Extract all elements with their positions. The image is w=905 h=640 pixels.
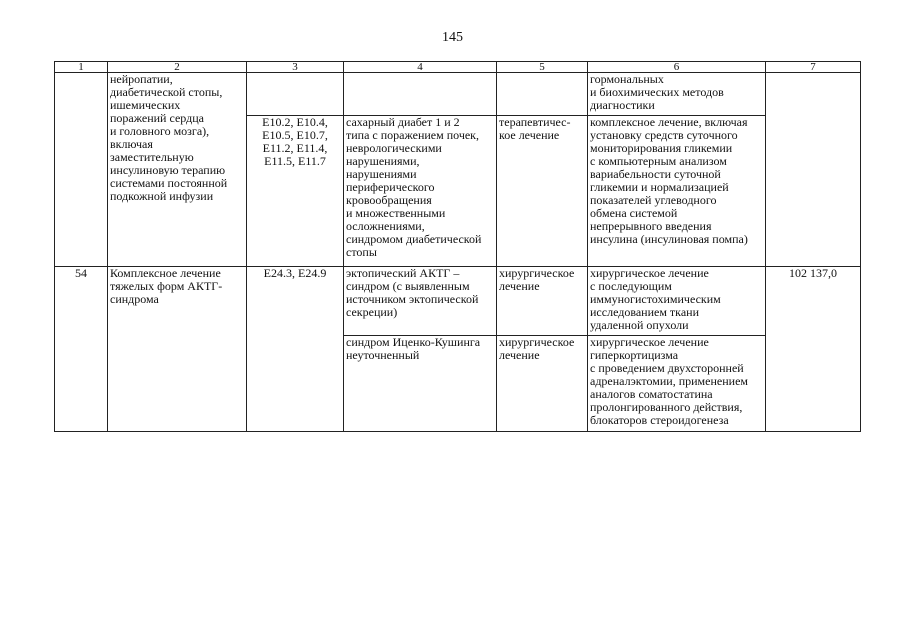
continuation-number-cell [55,73,108,267]
continuation-diagnosis: сахарный диабет 1 и 2 типа с поражением почек, неврологическими нарушениями, нарушениями периферического кровообращения и множественными осложнениями, синдромом диабетической стопы [344,116,497,267]
row54-number: 54 [55,267,108,432]
row54-sub2-treatment-type: хирургическое лечение [497,336,588,432]
table-header-row [55,62,861,73]
page-number: 145 [442,30,463,45]
row54-sub1-treatment-type: хирургическое лечение [497,267,588,336]
row54-sub1-diagnosis: эктопический АКТГ – синдром (с выявленным источником эктопической секреции) [344,267,497,336]
medical-care-table [54,61,861,432]
continuation-codes-empty [247,73,344,116]
table-row [55,267,861,336]
header-col-1: 1 [55,62,108,73]
header-col-2: 2 [108,62,247,73]
continuation-method: комплексное лечение, включая установку средств суточного мониторирования гликемии с компьютерным анализом вариабельности суточной гликемии и нормализацией показателей углеводного обмена системой непрерывного введения инсулина (инсулиновая помпа) [588,116,766,267]
header-col-5: 5 [497,62,588,73]
continuation-diagnosis-empty [344,73,497,116]
continuation-codes: E10.2, E10.4, E10.5, E10.7, E11.2, E11.4, E11.5, E11.7 [247,116,344,267]
row54-sub2-diagnosis: синдром Иценко-Кушинга неуточненный [344,336,497,432]
header-col-3: 3 [247,62,344,73]
table-row [55,73,861,116]
row54-sub1-method: хирургическое лечение с последующим иммуногистохимическим исследованием ткани удаленной опухоли [588,267,766,336]
continuation-method-top: гормональных и биохимических методов диагностики [588,73,766,116]
continuation-type-empty [497,73,588,116]
continuation-name-cell: нейропатии, диабетической стопы, ишемических поражений сердца и головного мозга), включая заместительную инсулиновую терапию системами постоянной подкожной инфузии [108,73,247,267]
row54-sub2-method: хирургическое лечение гиперкортицизма с проведением двухсторонней адреналэктомии, применением аналогов соматостатина пролонгированного действия, блокаторов стероидогенеза [588,336,766,432]
header-col-4: 4 [344,62,497,73]
row54-name: Комплексное лечение тяжелых форм АКТГ- синдрома [108,267,247,432]
header-col-7: 7 [766,62,861,73]
row54-codes: E24.3, E24.9 [247,267,344,432]
row54-price: 102 137,0 [766,267,861,432]
header-col-6: 6 [588,62,766,73]
continuation-treatment-type: терапевтичес- кое лечение [497,116,588,267]
continuation-price-cell [766,73,861,267]
